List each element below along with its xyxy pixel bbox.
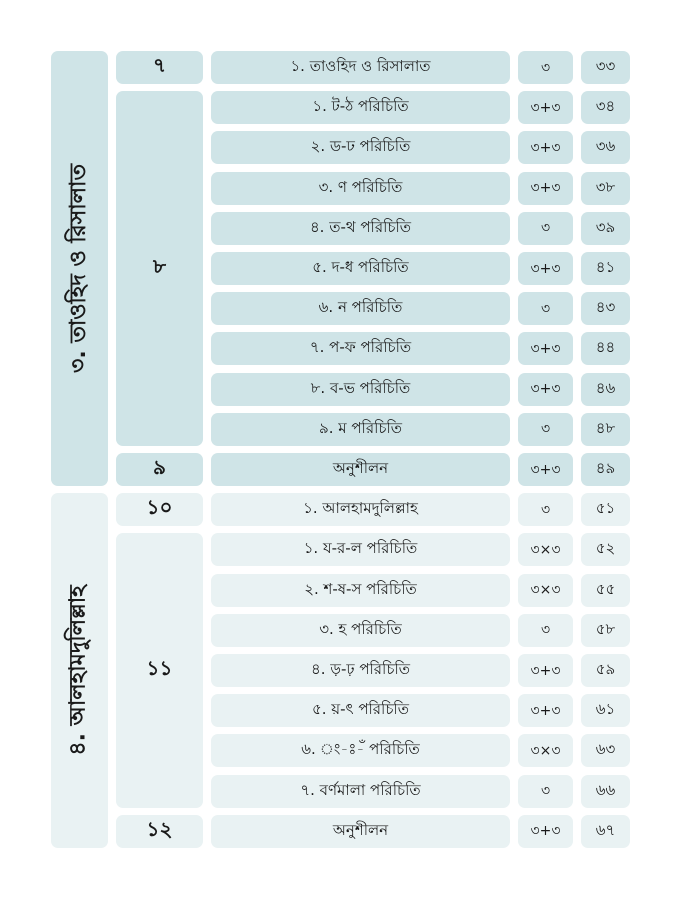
lesson-title: ১. ট-ঠ পরিচিতি: [211, 91, 510, 124]
period-count: ৩: [518, 51, 573, 84]
period-count: ৩×৩: [518, 533, 573, 566]
week-number: ৮: [116, 91, 203, 446]
period-count: ৩: [518, 413, 573, 446]
lesson-title: ১. তাওহিদ ও রিসালাত: [211, 51, 510, 84]
lesson-title: ৫. য়-ৎ পরিচিতি: [211, 694, 510, 727]
lesson-title: অনুশীলন: [211, 815, 510, 848]
lesson-title: ৮. ব-ভ পরিচিতি: [211, 373, 510, 406]
page-number: ৩৮: [581, 172, 630, 205]
lesson-title: ১. আলহামদুলিল্লাহ: [211, 493, 510, 526]
period-count: ৩+৩: [518, 453, 573, 486]
page-number: ৫২: [581, 533, 630, 566]
page-number: ৪৯: [581, 453, 630, 486]
period-count: ৩+৩: [518, 131, 573, 164]
period-count: ৩+৩: [518, 815, 573, 848]
unit-title: ৩. তাওহিদ ও রিসালাত: [66, 164, 92, 373]
lesson-title: ২. শ-ষ-স পরিচিতি: [211, 574, 510, 607]
period-count: ৩×৩: [518, 734, 573, 767]
lesson-title: ৪. ত-থ পরিচিতি: [211, 212, 510, 245]
lesson-title: ৬. ং-ঃ-ঁ পরিচিতি: [211, 734, 510, 767]
week-number: ৭: [116, 51, 203, 84]
page-number: ৪৩: [581, 292, 630, 325]
page-number: ৫৮: [581, 614, 630, 647]
page-number: ৩৩: [581, 51, 630, 84]
week-number: ৯: [116, 453, 203, 486]
period-count: ৩: [518, 614, 573, 647]
lesson-title: ৫. দ-ধ পরিচিতি: [211, 252, 510, 285]
lesson-title: ৩. ণ পরিচিতি: [211, 172, 510, 205]
unit-title-cell: [51, 51, 108, 486]
period-count: ৩+৩: [518, 373, 573, 406]
period-count: ৩+৩: [518, 332, 573, 365]
page-number: ৩৯: [581, 212, 630, 245]
period-count: ৩+৩: [518, 172, 573, 205]
period-count: ৩: [518, 775, 573, 808]
period-count: ৩+৩: [518, 91, 573, 124]
week-number: ১২: [116, 815, 203, 848]
page-number: ৬৬: [581, 775, 630, 808]
page-number: ৪৪: [581, 332, 630, 365]
period-count: ৩×৩: [518, 574, 573, 607]
lesson-title: অনুশীলন: [211, 453, 510, 486]
page-number: ৫১: [581, 493, 630, 526]
lesson-title: ৬. ন পরিচিতি: [211, 292, 510, 325]
page-number: ৪৮: [581, 413, 630, 446]
page-number: ৫৫: [581, 574, 630, 607]
period-count: ৩: [518, 493, 573, 526]
page-number: ৬১: [581, 694, 630, 727]
lesson-title: ৯. ম পরিচিতি: [211, 413, 510, 446]
lesson-title: ৪. ড়-ঢ় পরিচিতি: [211, 654, 510, 687]
lesson-title: ৩. হ পরিচিতি: [211, 614, 510, 647]
unit-title: ৪. আলহামদুলিল্লাহ: [66, 585, 91, 756]
page-number: ৬৩: [581, 734, 630, 767]
week-number: ১০: [116, 493, 203, 526]
unit-title-cell: [51, 493, 108, 848]
lesson-title: ৭. প-ফ পরিচিতি: [211, 332, 510, 365]
page-number: ৬৭: [581, 815, 630, 848]
page-number: ৪১: [581, 252, 630, 285]
period-count: ৩: [518, 292, 573, 325]
period-count: ৩+৩: [518, 252, 573, 285]
period-count: ৩+৩: [518, 654, 573, 687]
period-count: ৩: [518, 212, 573, 245]
page-number: ৩৬: [581, 131, 630, 164]
lesson-title: ৭. বর্ণমালা পরিচিতি: [211, 775, 510, 808]
page-number: ৪৬: [581, 373, 630, 406]
lesson-title: ১. য-র-ল পরিচিতি: [211, 533, 510, 566]
lesson-title: ২. ড-ঢ পরিচিতি: [211, 131, 510, 164]
week-number: ১১: [116, 533, 203, 807]
page-number: ৩৪: [581, 91, 630, 124]
page-number: ৫৯: [581, 654, 630, 687]
period-count: ৩+৩: [518, 694, 573, 727]
